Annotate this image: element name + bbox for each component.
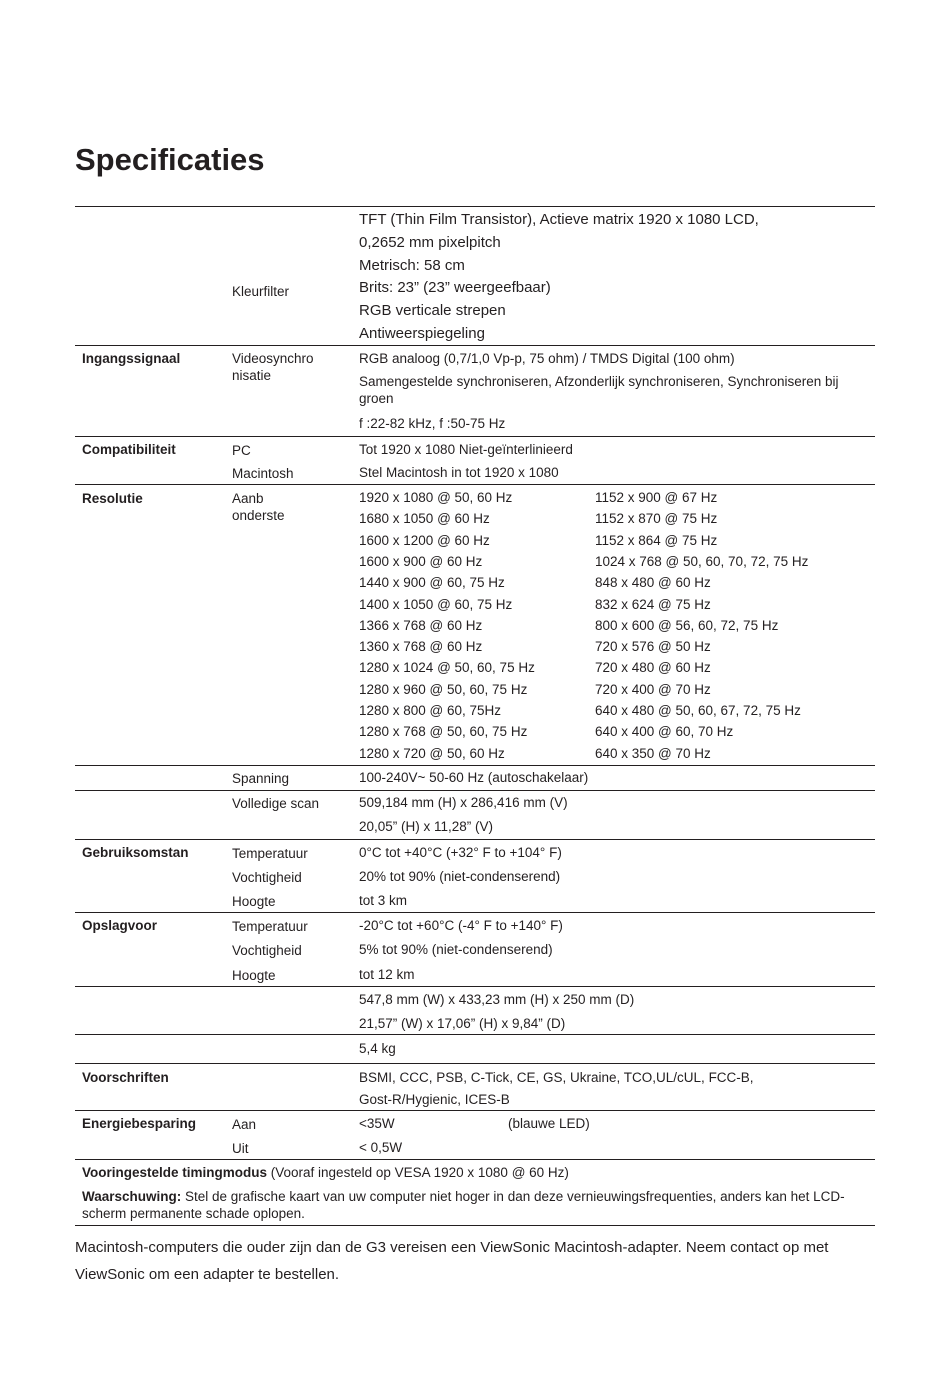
spec-table xyxy=(75,206,875,1226)
video-sync-label: Videosynchro nisatie xyxy=(232,351,314,383)
resolution-mode: 1280 x 768 @ 50, 60, 75 Hz xyxy=(359,724,528,740)
resolution-mode: 800 x 600 @ 56, 60, 72, 75 Hz xyxy=(595,617,779,633)
resolution-mode: 720 x 400 @ 70 Hz xyxy=(595,681,711,697)
regulations-line: BSMI, CCC, PSB, C-Tick, CE, GS, Ukraine, TCO,UL/cUL, FCC-B, xyxy=(359,1070,754,1085)
full-scan-metric: 509,184 mm (H) x 286,416 mm (V) xyxy=(359,795,568,810)
sync-value: Samengestelde synchroniseren, Afzonderlijk synchroniseren, Synchroniseren bij groen xyxy=(359,374,839,406)
energy-off-label: Uit xyxy=(232,1141,249,1156)
row-notes xyxy=(75,1160,875,1226)
warning-note-heading: Waarschuwing: xyxy=(82,1189,182,1204)
storage-temperature-value: -20°C tot +60°C (-4° F to +140° F) xyxy=(359,918,563,933)
regulations-label: Voorschriften xyxy=(82,1070,169,1085)
resolution-mode: 720 x 480 @ 60 Hz xyxy=(595,660,711,676)
energy-saving-label: Energiebesparing xyxy=(82,1116,197,1131)
resolution-mode: 1360 x 768 @ 60 Hz xyxy=(359,639,483,655)
dimensions-metric: 547,8 mm (W) x 433,23 mm (H) x 250 mm (D) xyxy=(359,992,635,1007)
row-resolution xyxy=(75,485,875,766)
resolution-mode: 1152 x 870 @ 75 Hz xyxy=(595,511,718,527)
resolution-mode: 640 x 400 @ 60, 70 Hz xyxy=(595,724,734,740)
resolution-mode: 832 x 624 @ 75 Hz xyxy=(595,596,711,612)
full-scan-inch: 20,05” (H) x 11,28” (V) xyxy=(359,819,494,834)
timing-note xyxy=(82,1164,872,1181)
operating-temperature-value: 0°C tot +40°C (+32° F to +104° F) xyxy=(359,845,562,860)
storage-altitude-label: Hoogte xyxy=(232,968,276,983)
lcd-line: TFT (Thin Film Transistor), Actieve matrix 1920 x 1080 LCD, xyxy=(359,211,759,228)
row-storage-conditions xyxy=(75,913,875,987)
row-power xyxy=(75,766,875,791)
row-weight xyxy=(75,1035,875,1064)
voltage-label: Spanning xyxy=(232,771,290,786)
row-operating-conditions xyxy=(75,840,875,913)
resolution-mode: 720 x 576 @ 50 Hz xyxy=(595,639,711,655)
resolution-mode: 1280 x 1024 @ 50, 60, 75 Hz xyxy=(359,660,535,676)
resolution-mode: 1152 x 864 @ 75 Hz xyxy=(595,532,718,548)
resolution-mode: 1600 x 1200 @ 60 Hz xyxy=(359,532,490,548)
resolution-mode: 1920 x 1080 @ 50, 60 Hz xyxy=(359,490,513,505)
resolution-mode: 1024 x 768 @ 50, 60, 70, 72, 75 Hz xyxy=(595,553,809,569)
macintosh-label: Macintosh xyxy=(232,466,294,481)
warning-note xyxy=(82,1188,872,1222)
energy-on-value: <35W xyxy=(359,1116,395,1131)
row-display-area xyxy=(75,791,875,840)
energy-led-note: (blauwe LED) xyxy=(508,1116,590,1131)
lcd-line: Antiweerspiegeling xyxy=(359,325,485,342)
resolution-mode: 1680 x 1050 @ 60 Hz xyxy=(359,511,490,527)
macintosh-value: Stel Macintosh in tot 1920 x 1080 xyxy=(359,465,559,480)
input-signal-value: RGB analoog (0,7/1,0 Vp-p, 75 ohm) / TMDS Digital (100 ohm) xyxy=(359,351,735,366)
resolution-mode: 1440 x 900 @ 60, 75 Hz xyxy=(359,575,505,591)
resolution-label: Resolutie xyxy=(82,491,143,506)
macintosh-adapter-footnote: Macintosh-computers die ouder zijn dan de G3 vereisen een ViewSonic Macintosh-adapter. Neem contact op met ViewSonic om een adapter te bestellen. xyxy=(75,1239,829,1283)
full-scan-label: Volledige scan xyxy=(232,796,320,811)
operating-altitude-value: tot 3 km xyxy=(359,893,408,908)
resolution-mode: 1152 x 900 @ 67 Hz xyxy=(595,490,718,505)
lcd-line: Brits: 23” (23” weergeefbaar) xyxy=(359,279,551,296)
lcd-line: Metrisch: 58 cm xyxy=(359,257,465,274)
storage-humidity-value: 5% tot 90% (niet-condenserend) xyxy=(359,942,553,957)
storage-temperature-label: Temperatuur xyxy=(232,919,308,934)
input-signal-label: Ingangssignaal xyxy=(82,351,181,366)
resolution-mode: 1280 x 960 @ 50, 60, 75 Hz xyxy=(359,681,528,697)
operating-altitude-label: Hoogte xyxy=(232,894,276,909)
storage-altitude-value: tot 12 km xyxy=(359,967,415,982)
operating-humidity-value: 20% tot 90% (niet-condenserend) xyxy=(359,869,561,884)
row-dimensions xyxy=(75,987,875,1035)
frequency-value: f :22-82 kHz, f :50-75 Hz xyxy=(359,416,506,431)
resolution-mode: 1280 x 720 @ 50, 60 Hz xyxy=(359,745,505,761)
dimensions-inch: 21,57” (W) x 17,06” (H) x 9,84” (D) xyxy=(359,1016,566,1031)
resolution-mode: 640 x 480 @ 50, 60, 67, 72, 75 Hz xyxy=(595,703,801,718)
pc-label: PC xyxy=(232,443,251,458)
resolution-mode: 1366 x 768 @ 60 Hz xyxy=(359,617,483,633)
storage-humidity-label: Vochtigheid xyxy=(232,943,302,958)
row-input-signal xyxy=(75,346,875,437)
resolution-mode: 1600 x 900 @ 60 Hz xyxy=(359,553,483,569)
lcd-line: RGB verticale strepen xyxy=(359,302,506,319)
voltage-value: 100-240V~ 50-60 Hz (autoschakelaar) xyxy=(359,770,589,785)
row-compatibility xyxy=(75,437,875,485)
resolution-mode: 1400 x 1050 @ 60, 75 Hz xyxy=(359,596,513,612)
storage-conditions-label: Opslagvoor xyxy=(82,918,158,933)
resolution-mode: 1280 x 800 @ 60, 75Hz xyxy=(359,703,502,718)
warning-note-text: Stel de grafische kaart van uw computer niet hoger in dan deze vernieuwingsfrequenties, anders kan het LCD-scherm permanente schade oplopen. xyxy=(82,1189,845,1221)
operating-humidity-label: Vochtigheid xyxy=(232,870,302,885)
regulations-line: Gost-R/Hygienic, ICES-B xyxy=(359,1092,510,1107)
resolution-supported-label: Aanb onderste xyxy=(232,491,285,523)
row-energy-saving xyxy=(75,1111,875,1160)
compatibility-label: Compatibiliteit xyxy=(82,442,176,457)
energy-off-value: < 0,5W xyxy=(359,1140,403,1155)
row-regulations xyxy=(75,1064,875,1111)
energy-on-label: Aan xyxy=(232,1117,257,1132)
resolution-mode: 848 x 480 @ 60 Hz xyxy=(595,575,711,591)
weight-value: 5,4 kg xyxy=(359,1041,396,1056)
operating-temperature-label: Temperatuur xyxy=(232,846,308,861)
page-title: Specificaties xyxy=(75,142,265,177)
resolution-mode: 640 x 350 @ 70 Hz xyxy=(595,745,711,761)
lcd-color-filter-label: Kleurfilter xyxy=(232,284,290,299)
operating-conditions-label: Gebruiksomstan xyxy=(82,845,189,860)
timing-note-text: (Vooraf ingesteld op VESA 1920 x 1080 @ 60 Hz) xyxy=(267,1165,569,1180)
lcd-line: 0,2652 mm pixelpitch xyxy=(359,234,501,251)
row-lcd xyxy=(75,207,875,346)
timing-note-heading: Vooringestelde timingmodus xyxy=(82,1165,268,1180)
pc-value: Tot 1920 x 1080 Niet-geïnterlinieerd xyxy=(359,442,573,457)
